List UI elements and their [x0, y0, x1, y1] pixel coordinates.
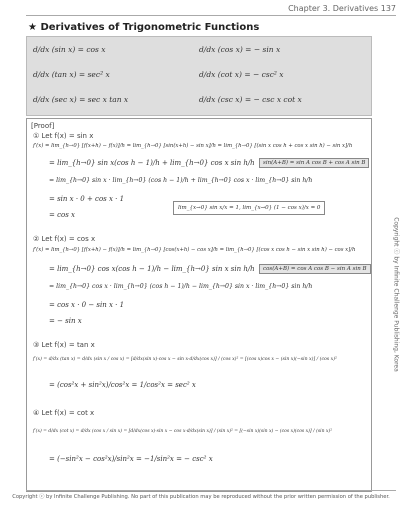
side-copyright-text: Copyright ⓒ by Infinite Challenge Publishing, Korea — [392, 217, 400, 372]
formula-csc: d/dx (csc x) = − csc x cot x — [199, 95, 302, 104]
footer-rule — [26, 490, 396, 491]
formula-sec: d/dx (sec x) = sec x tan x — [33, 95, 129, 104]
limit-facts-note: lim_{x→0} sin x/x = 1, lim_{x→0} (1 − cos x)/x = 0 — [173, 201, 325, 215]
proof3-line: = (cos²x + sin²x)/cos²x = 1/cos²x = sec² x — [49, 381, 196, 389]
section-title: ★ Derivatives of Trigonometric Functions — [28, 22, 260, 33]
proof2-line: f′(x) = lim_{h→0} [f(x+h) − f(x)]/h = lim_{h→0} [cos(x+h) − cos x]/h = lim_{h→0} [(cos x cos h − sin x sin h) − cos x]/h — [33, 247, 356, 253]
proof4-line: f′(x) = d/dx (cot x) = d/dx (cos x / sin x) = [d/dx(cos x)·sin x − cos x·d/dx(sin x)] / (sin x)² = [(−sin x)(sin x) − (cos x)(cos x)] / (sin x)² — [33, 429, 332, 434]
proof4-line: = (−sin²x − cos²x)/sin²x = −1/sin²x = − csc² x — [49, 455, 213, 463]
proof3-line: f′(x) = d/dx (tan x) = d/dx (sin x / cos x) = [d/dx(sin x)·cos x − sin x·d/dx(cos x)] / (cos x)² = [(cos x)cos x − (sin x)(−sin x)] / (cos x)² — [33, 357, 337, 362]
header-rule — [26, 15, 396, 16]
running-head: Chapter 3. Derivatives 137 — [288, 4, 396, 13]
footer-copyright: Copyright ⓒ by Infinite Challenge Publishing. No part of this publication may be reproduced without the prior written permission of the publisher. — [12, 494, 390, 500]
proof2-line: = cos x · 0 − sin x · 1 — [49, 301, 125, 309]
proof2-line: = − sin x — [49, 317, 82, 325]
formula-tan: d/dx (tan x) = sec² x — [33, 70, 110, 79]
proof-box — [26, 118, 372, 492]
proof1-line: f′(x) = lim_{h→0} [f(x+h) − f(x)]/h = lim_{h→0} [sin(x+h) − sin x]/h = lim_{h→0} [(sin x cos h + cos x sin h) − sin x]/h — [33, 143, 353, 149]
proof1-line: = cos x — [49, 211, 75, 219]
proof2-line: = lim_{h→0} cos x(cos h − 1)/h − lim_{h→0} sin x sin h/h — [49, 265, 255, 273]
proof2-let: ② Let f(x) = cos x — [33, 235, 96, 243]
formula-cot: d/dx (cot x) = − csc² x — [199, 70, 284, 79]
proof3-let: ③ Let f(x) = tan x — [33, 341, 95, 349]
proof1-line: = lim_{h→0} sin x(cos h − 1)/h + lim_{h→0} cos x sin h/h — [49, 159, 255, 167]
proof1-let: ① Let f(x) = sin x — [33, 132, 94, 140]
proof4-let: ④ Let f(x) = cot x — [33, 409, 95, 417]
angle-sum-note: sin(A+B) = sin A cos B + cos A sin B — [259, 158, 369, 168]
formula-summary-box — [26, 36, 372, 116]
side-copyright — [390, 120, 400, 460]
proof1-line: = lim_{h→0} sin x · lim_{h→0} (cos h − 1)/h + lim_{h→0} cos x · lim_{h→0} sin h/h — [49, 177, 313, 184]
proof-label: [Proof] — [31, 122, 55, 130]
formula-cos: d/dx (cos x) = − sin x — [199, 45, 281, 54]
proof1-line: = sin x · 0 + cos x · 1 — [49, 195, 125, 203]
formula-sin: d/dx (sin x) = cos x — [33, 45, 106, 54]
proof2-line: = lim_{h→0} cos x · lim_{h→0} (cos h − 1)/h − lim_{h→0} sin x · lim_{h→0} sin h/h — [49, 283, 313, 290]
angle-sum-note: cos(A+B) = cos A cos B − sin A sin B — [259, 264, 371, 274]
